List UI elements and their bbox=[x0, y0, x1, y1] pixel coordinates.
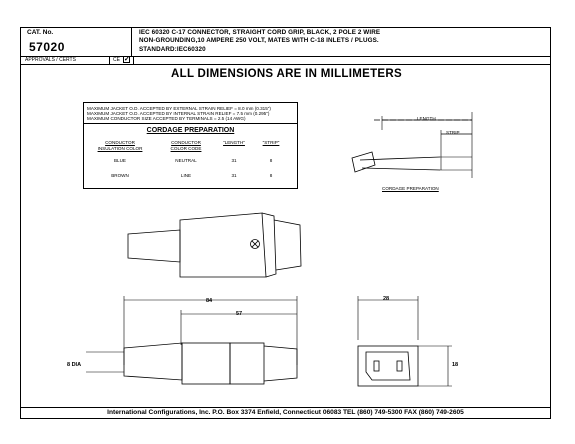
cordage-prep-diagram bbox=[352, 112, 472, 178]
table-cell: LINE bbox=[180, 173, 192, 178]
column-header: "LENGTH" bbox=[223, 140, 245, 145]
column-header: "STRIP" bbox=[262, 140, 280, 145]
spec-line: MAXIMUM JACKET O.D. ACCEPTED BY EXTERNAL STRAIN RELIEF = 8.0 mm (0.315") bbox=[87, 106, 271, 111]
connector-front-view bbox=[358, 296, 452, 386]
check-icon: ✓ bbox=[124, 56, 130, 63]
spec-line: MAXIMUM CONDUCTOR SIZE ACCEPTED BY TERMINALS = 2.5 (14 AWG) bbox=[87, 116, 246, 121]
page-title: ALL DIMENSIONS ARE IN MILLIMETERS bbox=[171, 68, 402, 80]
dimension-height: 18 bbox=[452, 362, 459, 368]
description-line: STANDARD:IEC60320 bbox=[139, 45, 206, 53]
approvals-label: APPROVALS / CERTS bbox=[25, 57, 76, 63]
table-cell: 31 bbox=[231, 158, 237, 163]
connector-side-view bbox=[86, 296, 297, 384]
table-cell: 8 bbox=[269, 158, 273, 163]
catalog-number: 57020 bbox=[29, 40, 65, 54]
dimension-body: 57 bbox=[236, 311, 243, 317]
cordage-title: CORDAGE PREPARATION bbox=[146, 127, 235, 134]
table-cell: BROWN bbox=[111, 173, 129, 178]
connector-perspective-view bbox=[128, 213, 301, 277]
description-line: IEC 60320 C-17 CONNECTOR, STRAIGHT CORD GRIP, BLACK, 2 POLE 2 WIRE bbox=[139, 29, 381, 36]
description-line: NON-GROUNDING,10 AMPERE 250 VOLT, MATES WITH C-18 INLETS / PLUGS. bbox=[139, 37, 379, 45]
column-header: CONDUCTOR COLOR CODE bbox=[170, 140, 202, 151]
table-cell: 8 bbox=[269, 173, 273, 178]
catalog-label: CAT. No. bbox=[27, 29, 54, 36]
diagram-caption: CORDAGE PREPARATION bbox=[382, 186, 439, 191]
strip-label: STRIP bbox=[446, 130, 460, 135]
table-cell: BLUE bbox=[113, 158, 126, 163]
dimension-width: 28 bbox=[383, 296, 390, 302]
column-header: CONDUCTOR INSULATION COLOR bbox=[97, 140, 143, 151]
table-cell: NEUTRAL bbox=[175, 158, 197, 163]
length-label: LENGTH bbox=[417, 116, 436, 121]
dimension-dia: 8 DIA bbox=[67, 362, 82, 368]
company-footer: International Configurations, Inc. P.O. Box 3374 Enfield, Connecticut 06083 TEL (860) 749-5300 FAX (860) 749-2605 bbox=[21, 407, 550, 418]
dimension-overall: 84 bbox=[206, 298, 213, 304]
spec-line: MAXIMUM JACKET O.D. ACCEPTED BY INTERNAL STRAIN RELIEF = 7.5 mm (0.295") bbox=[87, 111, 270, 116]
ce-label: CE bbox=[113, 57, 120, 63]
table-cell: 31 bbox=[231, 173, 237, 178]
